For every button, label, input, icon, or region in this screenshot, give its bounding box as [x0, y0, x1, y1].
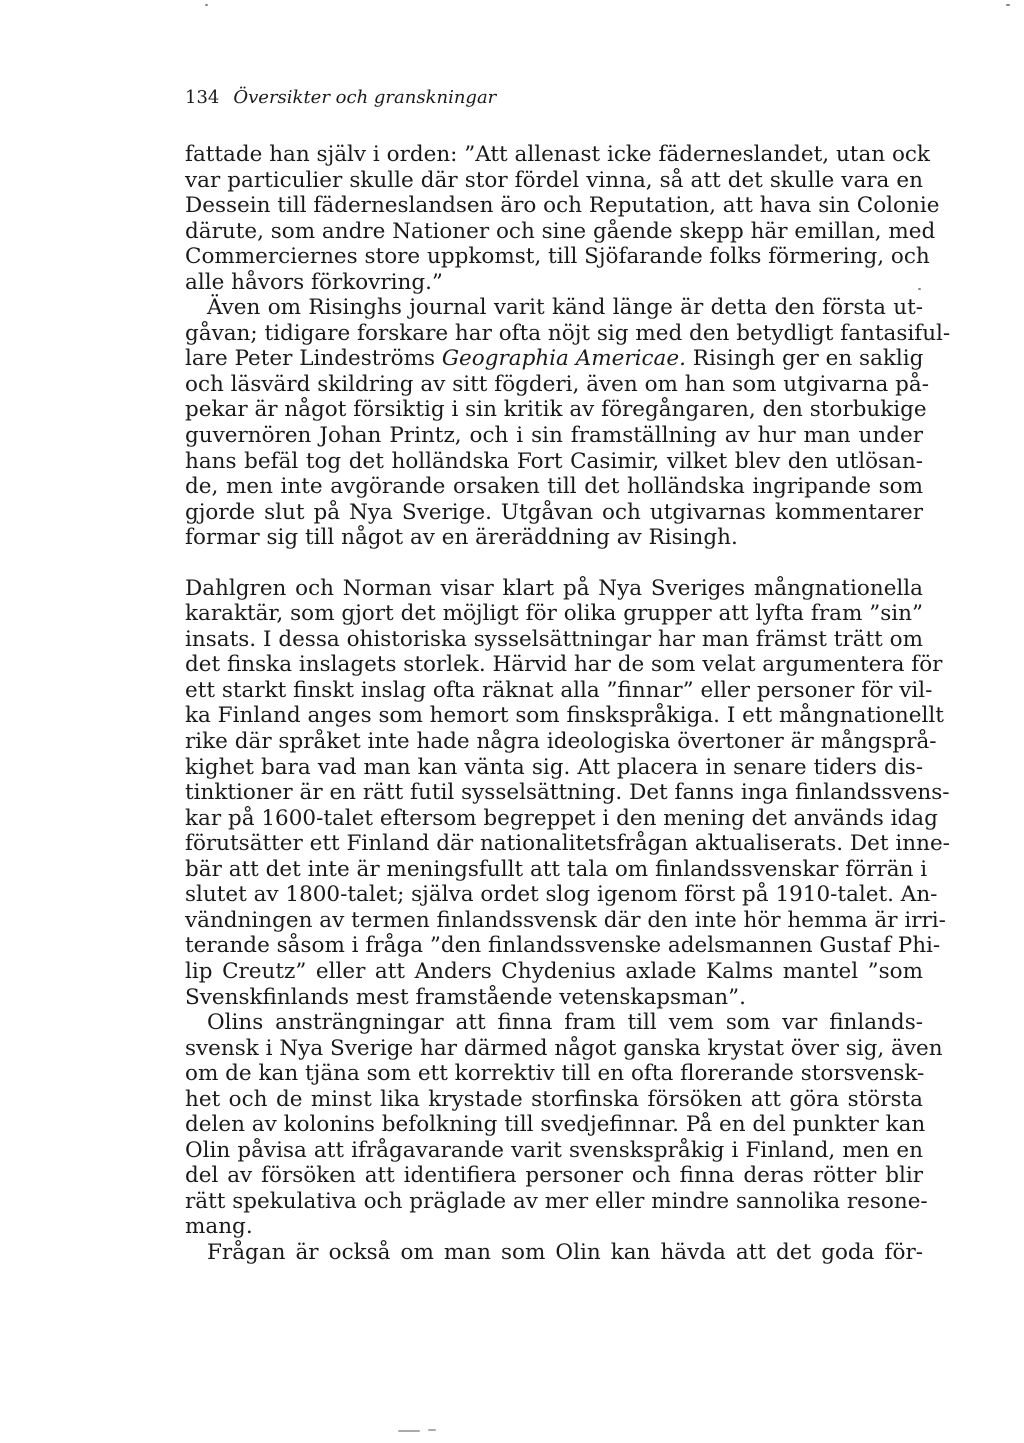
scan-speck: [428, 1429, 436, 1431]
text-line: terande såsom i fråga ”den finlandssvenske adelsmannen Gustaf Phi-: [185, 933, 941, 959]
text-line: formar sig till något av en äreräddning av Risingh.: [185, 525, 738, 551]
text-line: gåvan; tidigare forskare har ofta nöjt sig med den betydligt fantasiful-: [185, 320, 951, 346]
text-line: gjorde slut på Nya Sverige. Utgåvan och utgivarnas kommentarer: [185, 499, 923, 525]
text-line: delen av kolonins befolkning till svedjefinnar. På en del punkter kan: [185, 1112, 926, 1138]
text-line: rätt spekulativa och präglade av mer eller mindre sannolika resone-: [185, 1188, 928, 1214]
text-line: [185, 346, 923, 372]
running-head: [185, 86, 496, 110]
text-line: hans befäl tog det holländska Fort Casimir, vilket blev den utlösan-: [185, 448, 923, 474]
text-line: Dahlgren och Norman visar klart på Nya Sveriges mångnationella: [185, 575, 923, 601]
text-line: fattade han själv i orden: ”Att allenast icke fäderneslandet, utan ock: [185, 142, 930, 167]
text-line: om de kan tjäna som ett korrektiv till en ofta florerande storsvensk-: [185, 1061, 925, 1087]
text-line: del av försöken att identifiera personer och finna deras rötter blir: [185, 1163, 923, 1189]
body-text: [185, 142, 951, 1266]
scan-speck: [398, 1430, 420, 1432]
text-line: och läsvärd skildring av sitt fögderi, även om han som utgivarna på-: [185, 371, 929, 397]
text-line: karaktär, som gjort det möjligt för olika grupper att lyfta fram ”sin”: [185, 601, 923, 627]
text-line: det finska inslagets storlek. Härvid har de som velat argumentera för: [185, 652, 943, 678]
text-line: Olins ansträngningar att finna fram till vem som var finlands-: [207, 1010, 923, 1036]
text-line: guvernören Johan Printz, och i sin framställning av hur man under: [185, 423, 923, 449]
text-run: lare Peter Lindeströms: [185, 346, 442, 372]
section-title: Översikter och granskningar: [233, 87, 497, 108]
text-line: förutsätter ett Finland där nationalitetsfrågan aktualiserats. Det inne-: [185, 831, 950, 857]
text-line: pekar är något försiktig i sin kritik av föregångaren, den storbukige: [185, 397, 927, 423]
text-line: Svenskfinlands mest framstående vetenskapsman”.: [185, 984, 746, 1010]
text-line: svensk i Nya Sverige har därmed något ganska krystat över sig, även: [185, 1035, 943, 1061]
text-line: insats. I dessa ohistoriska sysselsättningar har man främst trätt om: [185, 626, 923, 652]
text-run: Risingh ger en saklig: [685, 346, 924, 372]
text-line: mang.: [185, 1214, 253, 1240]
scan-speck: [205, 4, 208, 6]
text-line: Commerciernes store uppkomst, till Sjöfarande folks förmering, och: [185, 244, 930, 270]
text-line: ett starkt finskt inslag ofta räknat alla ”finnar” eller personer för vil-: [185, 677, 933, 703]
text-line: kighet bara vad man kan vänta sig. Att placera in senare tiders dis-: [185, 754, 923, 780]
text-line: Dessein till fäderneslandsen äro och Reputation, att hava sin Colonie: [185, 193, 940, 219]
text-line: var particulier skulle där stor fördel vinna, så att det skulle vara en: [185, 167, 923, 193]
text-line: kar på 1600-talet eftersom begreppet i den mening det används idag: [185, 805, 938, 831]
text-line: rike där språket inte hade några ideologiska övertoner är mångsprå-: [185, 729, 937, 755]
text-line: Även om Risinghs journal varit känd länge är detta den första ut-: [207, 295, 923, 321]
scan-speck: [918, 288, 921, 290]
page-number: 134: [185, 87, 220, 108]
text-line: bär att det inte är meningsfullt att tala om finlandssvenskar förrän i: [185, 856, 928, 882]
text-line: het och de minst lika krystade storfinska försöken att göra största: [185, 1086, 923, 1112]
text-line: de, men inte avgörande orsaken till det holländska ingripande som: [185, 474, 923, 500]
text-line: Olin påvisa att ifrågavarande varit svenskspråkig i Finland, men en: [185, 1137, 923, 1163]
text-line: Frågan är också om man som Olin kan hävda att det goda för-: [207, 1239, 923, 1265]
book-title: Geographia Americae.: [441, 346, 686, 372]
text-line: vändningen av termen finlandssvensk där den inte hör hemma är irri-: [185, 907, 946, 933]
text-line: ka Finland anges som hemort som finskspråkiga. I ett mångnationellt: [185, 703, 944, 729]
text-line: lip Creutz” eller att Anders Chydenius axlade Kalms mantel ”som: [185, 958, 923, 984]
text-line: alle håvors förkovring.”: [185, 269, 443, 295]
text-line: därute, som andre Nationer och sine gående skepp här emillan, med: [185, 218, 936, 244]
text-line: slutet av 1800-talet; själva ordet slog igenom först på 1910-talet. An-: [185, 882, 938, 908]
scan-speck: [1006, 4, 1010, 6]
text-line: tinktioner är en rätt futil sysselsättning. Det fanns inga finlandssvens-: [185, 780, 950, 806]
